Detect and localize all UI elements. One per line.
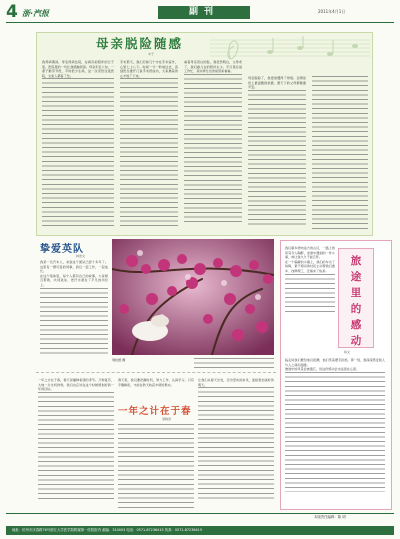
top-article-col-2: [120, 60, 178, 230]
text-column-fill: [120, 78, 178, 228]
right-article-paragraph: 在一个偏僻的小镇上，我们的车出了故障，素不相识的村民主动帮我们推车、找修理工，还端来了热茶。: [285, 259, 335, 273]
header-rule: [6, 22, 394, 23]
issue-date: 2011年4月1日: [318, 9, 346, 14]
right-article-paragraph: 旅途中的风景会被遗忘，但这份感动会永远留在心里。: [285, 367, 360, 372]
footer-address: 地址：杭州市庆春路76号浙江大学医学院附属第一医院院内 邮编：310003 电话：0571-87236415 传真：0571-87236415: [12, 528, 202, 532]
text-column-fill: [194, 358, 274, 370]
lower-article-paragraph: 让我们从春天出发，迈出坚实的步伐，迎接更加美好的明天。: [198, 378, 274, 387]
right-article-title-char: 途: [350, 271, 362, 283]
right-article-title-char: 动: [350, 335, 362, 347]
top-article-paragraph: 母亲脱险了，我更加懂得了珍惜。亲情是世上最温暖的依靠，愿天下的父母都健康平安。: [248, 76, 306, 90]
lower-article-title: 一年之计在于春: [118, 406, 192, 417]
right-article-title-box: [338, 248, 374, 348]
text-column-fill: [184, 74, 242, 224]
lower-article-col-2: [118, 378, 194, 400]
blossom-photo: [112, 239, 274, 355]
right-article-col-2: [285, 358, 385, 504]
top-article-paragraph: 我养病期间，母亲得病住院，在病床前陪伴的日子里，医院里的一切让我感触很深。母亲年近八旬，一辈子勤劳节俭，平时很少生病，这一次突然住进医院，全家人都着了急。: [42, 60, 114, 78]
paper-name: 浙·汽报: [22, 9, 50, 18]
lower-article-paragraph: 春天里，我们要把握时机，努力工作，认真学习。只有辛勤耕耘，才能在秋天收获丰硕的果实。: [118, 378, 194, 387]
top-article-paragraph: 看着母亲苍白的脸，我忽然明白，父母老了，我们做儿女的陪伴太少。平日里总说工作忙，其实再忙也该常回家看看。: [184, 60, 242, 74]
zhiyou-paragraph: 在这个集体里，每个人都有自己的故事，大家相互帮助，共同进步，把汗水洒在了平凡的岗位上。: [40, 273, 108, 287]
lower-article-col-3: [198, 378, 274, 508]
top-article-col-4: [248, 76, 306, 230]
top-article-byline: 木子: [148, 52, 155, 56]
zhiyou-paragraph: 我是一名汽车人，来到这个团队已经十多年了。这里有一群可爱的同事，我们一起工作，一起成长。: [40, 260, 108, 274]
top-article-col-1: [42, 60, 114, 230]
right-article-byline: 杨文: [344, 350, 351, 354]
right-article-paragraph: 我们驱车驶向远方的山区，一路上的风景令人陶醉，而途中遇到的一件小事，却让我久久不能忘怀。: [285, 246, 335, 260]
text-column-fill: [38, 392, 114, 500]
right-article-paragraph: 临走时我们要给他们报酬，他们笑着摆手拒绝。那一刻，我深深感受到人与人之间的温暖。: [285, 358, 385, 367]
text-column-fill: [285, 274, 335, 314]
section-label: 副刊: [158, 6, 250, 19]
text-column-fill: [42, 78, 114, 228]
lower-article-byline: 蔡晓君: [162, 417, 172, 421]
text-column-fill: [248, 90, 306, 226]
lower-article-col-1: [38, 378, 114, 508]
top-article-title: 母亲脱险随感: [96, 36, 184, 51]
right-article-col-1: [285, 246, 335, 346]
text-column-fill: [40, 288, 108, 354]
text-column-fill: [198, 387, 274, 501]
photo-caption: 周松根 摄: [112, 358, 126, 362]
top-article-col-3: [184, 60, 242, 230]
page-number: 4: [6, 2, 18, 22]
masthead: [0, 0, 400, 24]
right-article-title-char: 的: [350, 303, 362, 315]
zhiyou-body: [40, 260, 108, 368]
top-article-paragraph: 手术那天，我们兄妹几个守在手术室外，心里七上八下。时间一分一秒地过去，直到医生推开门说手术很成功，大家悬着的心才放了下来。: [120, 60, 178, 78]
text-column-fill: [285, 372, 385, 492]
zhiyou-byline: 林浩文: [76, 254, 86, 258]
text-column-fill: [312, 76, 368, 230]
zhiyou-title: 挚爱英队: [40, 244, 84, 255]
lower-article-paragraph: 一年之计在于春，春天是播种希望的季节。万物复苏，大地一片生机勃勃，我们也应该在这个时候规划好新一年的目标。: [38, 378, 114, 392]
right-article-title-char: 里: [350, 287, 362, 299]
text-column-fill: [118, 424, 194, 508]
footer-editor: 本版责任编辑：陈 明: [314, 515, 346, 519]
right-article-title-char: 感: [350, 319, 362, 331]
section-divider: [36, 372, 276, 373]
right-article-title-char: 旅: [350, 255, 362, 267]
